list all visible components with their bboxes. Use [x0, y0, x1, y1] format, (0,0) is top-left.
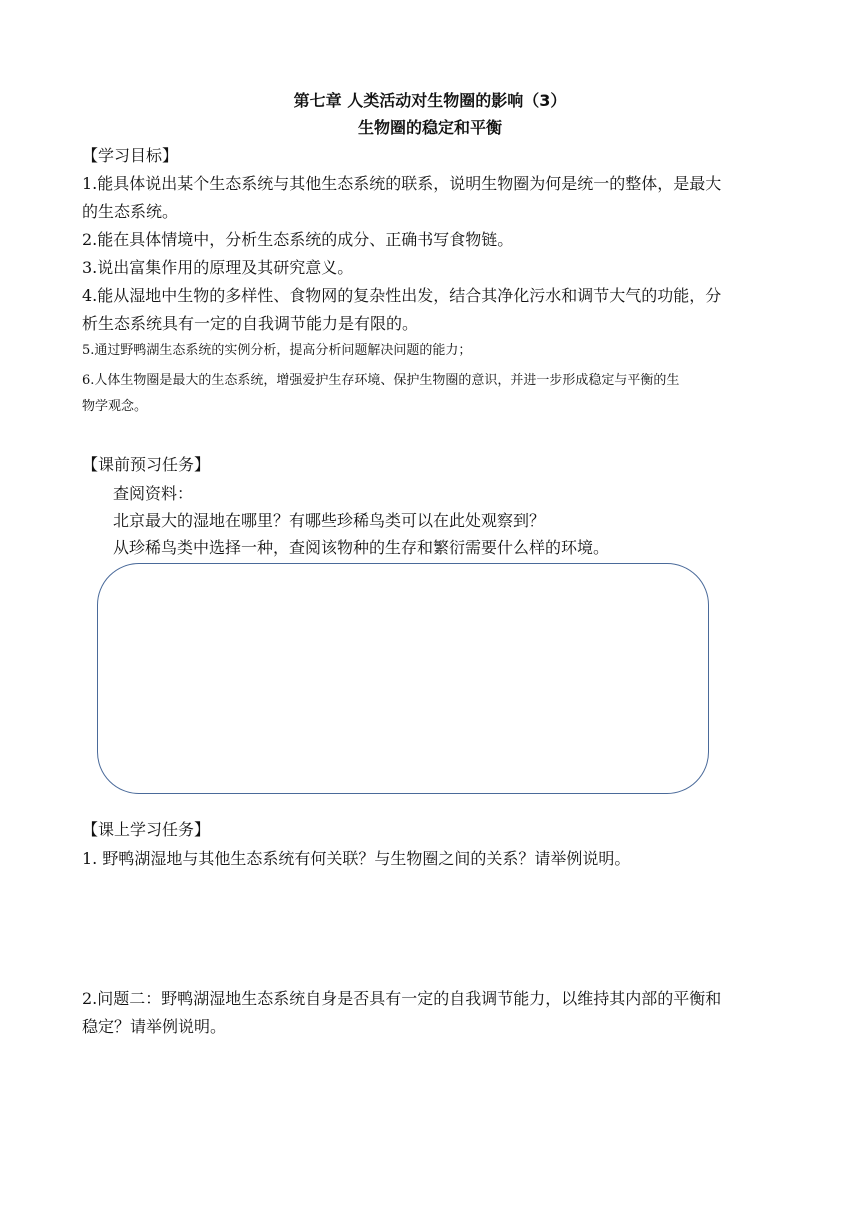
question-1: 1. 野鸭湖湿地与其他生态系统有何关联？与生物圈之间的关系？请举例说明。: [82, 849, 631, 868]
objective-6-line-1: 6.人体生物圈是最大的生态系统，增强爱护生存环境、保护生物圈的意识，并进一步形成稳定与平衡的生: [82, 373, 680, 388]
objective-2: 2.能在具体情境中，分析生态系统的成分、正确书写食物链。: [82, 230, 514, 249]
objective-4-line-1: 4.能从湿地中生物的多样性、食物网的复杂性出发，结合其净化污水和调节大气的功能，分: [82, 286, 722, 305]
preview-heading: 【课前预习任务】: [82, 455, 211, 474]
lesson-title: 生物圈的稳定和平衡: [357, 118, 502, 137]
objective-1-line-2: 的生态系统。: [82, 202, 179, 221]
objective-1-line-1: 1.能具体说出某个生态系统与其他生态系统的联系，说明生物圈为何是统一的整体，是最大: [82, 174, 722, 193]
objective-6-line-2: 物学观念。: [82, 399, 148, 414]
class-tasks-heading: 【课上学习任务】: [82, 820, 211, 839]
question-2-line-2: 稳定？请举例说明。: [82, 1017, 227, 1036]
objective-5: 5.通过野鸭湖生态系统的实例分析，提高分析问题解决问题的能力；: [82, 343, 472, 358]
objective-4-line-2: 析生态系统具有一定的自我调节能力是有限的。: [82, 314, 419, 333]
objectives-heading: 【学习目标】: [82, 146, 179, 165]
chapter-title: 第七章 人类活动对生物圈的影响（3）: [293, 91, 567, 110]
answer-box[interactable]: [97, 563, 709, 794]
objective-3: 3.说出富集作用的原理及其研究意义。: [82, 258, 354, 277]
preview-line-2: 北京最大的湿地在哪里？有哪些珍稀鸟类可以在此处观察到？: [113, 511, 546, 530]
question-2-line-1: 2.问题二：野鸭湖湿地生态系统自身是否具有一定的自我调节能力，以维持其内部的平衡和: [82, 989, 722, 1008]
preview-line-3: 从珍稀鸟类中选择一种，查阅该物种的生存和繁衍需要什么样的环境。: [113, 538, 610, 557]
preview-line-1: 查阅资料：: [113, 484, 194, 503]
